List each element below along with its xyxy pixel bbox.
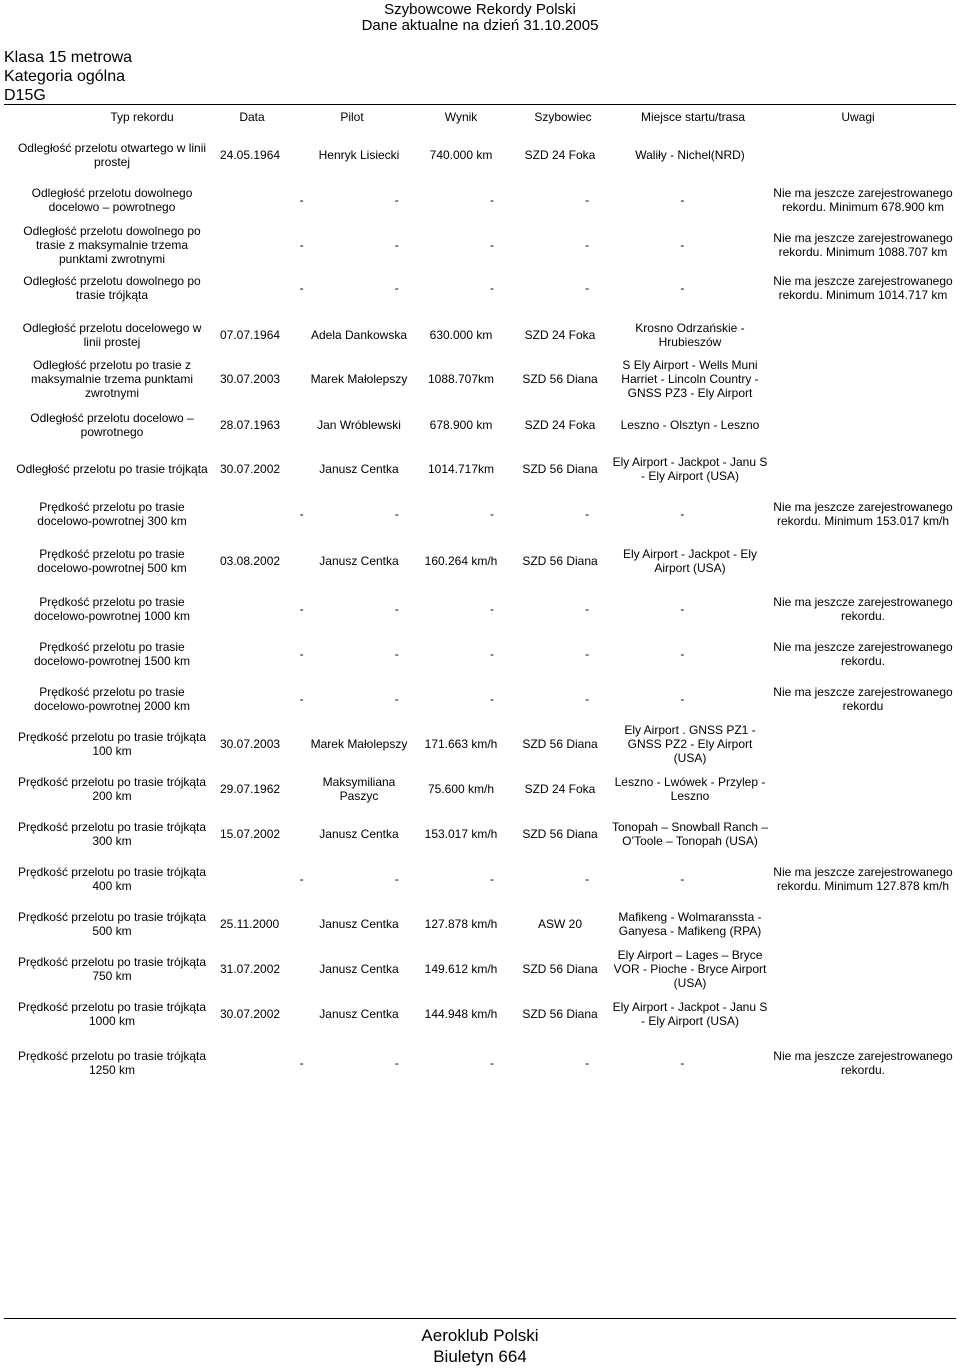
table-row [0,589,960,629]
record-type: Prędkość przelotu po trasie docelowo-powrotnej 500 km [37,547,187,575]
class-info [4,48,132,105]
dash-placeholder: - [680,692,685,706]
record-glider: SZD 56 Diana [522,554,598,568]
dash-placeholder: - [585,647,590,661]
class-code: D15G [4,87,46,104]
table-row [0,180,960,220]
no-record-dashes [214,679,770,719]
record-glider: ASW 20 [537,917,582,931]
footer-rule [4,1318,956,1319]
record-remarks: Nie ma jeszcze zarejestrowanego rekordu. Minimum 153.017 km/h [773,500,953,528]
dash-placeholder: - [299,238,304,252]
record-result: 149.612 km/h [424,962,498,976]
no-record-dashes [214,589,770,629]
table-row [0,1041,960,1085]
dash-placeholder: - [680,193,685,207]
dash-placeholder: - [394,193,399,207]
table-row [0,994,960,1034]
record-route: Mafikeng - Wolmaranssta - Ganyesa - Mafikeng (RPA) [618,910,762,938]
table-row [0,859,960,899]
record-date: 24.05.1964 [220,148,281,162]
record-type: Prędkość przelotu po trasie trójkąta 750 km [17,955,207,983]
record-result: 160.264 km/h [424,554,498,568]
col-header-wynik: Wynik [444,110,478,124]
record-date: 30.07.2003 [220,737,281,751]
record-type: Prędkość przelotu po trasie docelowo-powrotnej 2000 km [33,685,191,713]
record-date: 03.08.2002 [220,554,281,568]
record-result: 740.000 km [429,148,493,162]
dash-placeholder: - [299,281,304,295]
dash-placeholder: - [680,872,685,886]
record-date: 07.07.1964 [220,328,281,342]
record-type: Odległość przelotu dowolnego docelowo – powrotnego [31,186,193,214]
dash-placeholder: - [489,1056,494,1070]
record-type: Prędkość przelotu po trasie docelowo-powrotnej 1000 km [33,595,191,623]
no-record-dashes [214,1041,770,1085]
record-date: 15.07.2002 [220,827,281,841]
record-type: Odległość przelotu docelowego w linii prostej [22,321,202,349]
table-row [0,450,960,488]
record-glider: SZD 24 Foka [524,418,596,432]
col-header-uwagi: Uwagi [841,110,875,124]
record-glider: SZD 24 Foka [524,782,596,796]
table-row [0,949,960,989]
record-remarks: Nie ma jeszcze zarejestrowanego rekordu. Minimum 127.878 km/h [773,865,953,893]
footer-publisher: Aeroklub Polski [421,1326,539,1345]
dash-placeholder: - [680,281,685,295]
dash-placeholder: - [299,647,304,661]
record-type: Prędkość przelotu po trasie trójkąta 1250 km [17,1049,207,1077]
record-result: 1014.717km [427,462,495,476]
table-row [0,814,960,854]
record-result: 678.900 km [429,418,493,432]
dash-placeholder: - [394,692,399,706]
table-row [0,679,960,719]
record-pilot: Janusz Centka [319,917,399,931]
record-route: Leszno - Olsztyn - Leszno [620,418,760,432]
dash-placeholder: - [585,1056,590,1070]
table-row [0,355,960,403]
dash-placeholder: - [299,692,304,706]
record-glider: SZD 56 Diana [522,827,598,841]
dash-placeholder: - [585,193,590,207]
record-route: Ely Airport - Jackpot - Ely Airport (USA) [622,547,758,575]
record-type: Odległość przelotu dowolnego po trasie z maksymalnie trzema punktami zwrotnymi [23,224,201,266]
col-header-data: Data [239,110,265,124]
record-type: Odległość przelotu otwartego w linii prostej [17,141,207,169]
record-glider: SZD 56 Diana [522,462,598,476]
record-glider: SZD 56 Diana [522,372,598,386]
record-route: Waliły - Nichel(NRD) [635,148,745,162]
table-row [0,724,960,764]
dash-placeholder: - [489,872,494,886]
record-type: Prędkość przelotu po trasie trójkąta 300 km [17,820,207,848]
dash-placeholder: - [585,872,590,886]
dash-placeholder: - [585,602,590,616]
record-date: 28.07.1963 [220,418,281,432]
record-route: Ely Airport - Jackpot - Janu S - Ely Airport (USA) [612,455,768,483]
no-record-dashes [214,634,770,674]
record-pilot: Janusz Centka [319,554,399,568]
record-type: Odległość przelotu po trasie z maksymalnie trzema punktami zwrotnymi [30,358,194,400]
dash-placeholder: - [394,872,399,886]
table-row [0,492,960,536]
footer-issue: Biuletyn 664 [433,1347,527,1366]
record-route: Ely Airport . GNSS PZ1 - GNSS PZ2 - Ely Airport (USA) [624,723,756,765]
col-header-pilot: Pilot [340,110,364,124]
record-glider: SZD 56 Diana [522,1007,598,1021]
col-header-trasa: Miejsce startu/trasa [640,110,746,124]
record-glider: SZD 56 Diana [522,737,598,751]
dash-placeholder: - [299,872,304,886]
document-date: Dane aktualne na dzień 31.10.2005 [361,17,599,34]
dash-placeholder: - [299,1056,304,1070]
record-remarks: Nie ma jeszcze zarejestrowanego rekordu. Minimum 1088.707 km [773,231,953,259]
dash-placeholder: - [585,692,590,706]
col-header-typ: Typ rekordu [110,110,174,124]
record-type: Odległość przelotu dowolnego po trasie trójkąta [23,274,201,302]
table-row [0,268,960,308]
record-route: Tonopah – Snowball Ranch – O’Toole – Tonopah (USA) [611,820,769,848]
header-rule [4,104,956,105]
dash-placeholder: - [680,1056,685,1070]
table-row [0,222,960,268]
record-result: 630.000 km [429,328,493,342]
record-pilot: Janusz Centka [319,1007,399,1021]
record-date: 25.11.2000 [220,917,280,931]
record-type: Prędkość przelotu po trasie trójkąta 100 km [17,730,207,758]
record-type: Prędkość przelotu po trasie trójkąta 1000 km [17,1000,207,1028]
record-pilot: Marek Małolepszy [310,737,408,751]
record-date: 31.07.2002 [220,962,281,976]
dash-placeholder: - [394,602,399,616]
record-glider: SZD 56 Diana [522,962,598,976]
record-result: 153.017 km/h [424,827,498,841]
class-name: Klasa 15 metrowa [4,49,133,66]
record-remarks: Nie ma jeszcze zarejestrowanego rekordu. Minimum 678.900 km [773,186,953,214]
record-type: Prędkość przelotu po trasie docelowo-powrotnej 300 km [37,500,187,528]
dash-placeholder: - [680,647,685,661]
record-result: 171.663 km/h [424,737,498,751]
record-type: Prędkość przelotu po trasie trójkąta 400 km [17,865,207,893]
dash-placeholder: - [299,602,304,616]
dash-placeholder: - [680,602,685,616]
dash-placeholder: - [394,1056,399,1070]
dash-placeholder: - [394,647,399,661]
dash-placeholder: - [394,507,399,521]
dash-placeholder: - [299,193,304,207]
document-title: Szybowcowe Rekordy Polski [384,1,576,18]
no-record-dashes [214,222,770,268]
dash-placeholder: - [585,507,590,521]
record-result: 1088.707km [427,372,495,386]
record-pilot: Henryk Lisiecki [318,148,400,162]
record-type: Odległość przelotu po trasie trójkąta [16,462,208,476]
record-type: Prędkość przelotu po trasie trójkąta 200 km [17,775,207,803]
dash-placeholder: - [585,238,590,252]
record-pilot: Janusz Centka [319,462,399,476]
dash-placeholder: - [585,281,590,295]
record-remarks: Nie ma jeszcze zarejestrowanego rekordu [773,685,953,713]
record-route: Krosno Odrzańskie - Hrubieszów [635,321,745,349]
record-remarks: Nie ma jeszcze zarejestrowanego rekordu. Minimum 1014.717 km [773,274,953,302]
record-pilot: Jan Wróblewski [317,418,401,432]
no-record-dashes [214,859,770,899]
no-record-dashes [214,492,770,536]
record-route: Ely Airport – Lages – Bryce VOR - Pioche - Bryce Airport (USA) [613,948,767,990]
record-glider: SZD 24 Foka [524,148,596,162]
record-remarks: Nie ma jeszcze zarejestrowanego rekordu. [773,640,953,668]
record-date: 30.07.2002 [220,462,281,476]
record-type: Prędkość przelotu po trasie docelowo-powrotnej 1500 km [33,640,191,668]
record-remarks: Nie ma jeszcze zarejestrowanego rekordu. [773,1049,953,1077]
record-date: 30.07.2003 [220,372,281,386]
no-record-dashes [214,180,770,220]
record-type: Odległość przelotu docelowo – powrotnego [30,411,194,439]
record-pilot: Janusz Centka [319,827,399,841]
table-row [0,769,960,809]
table-row [0,904,960,944]
table-row [0,634,960,674]
record-pilot: Janusz Centka [319,962,399,976]
table-row [0,315,960,355]
no-record-dashes [214,268,770,308]
dash-placeholder: - [489,602,494,616]
record-route: Ely Airport - Jackpot - Janu S - Ely Airport (USA) [612,1000,768,1028]
dash-placeholder: - [489,281,494,295]
dash-placeholder: - [489,692,494,706]
dash-placeholder: - [489,193,494,207]
record-pilot: Adela Dankowska [310,328,408,342]
record-result: 144.948 km/h [424,1007,498,1021]
dash-placeholder: - [680,238,685,252]
record-date: 30.07.2002 [220,1007,281,1021]
dash-placeholder: - [394,281,399,295]
record-date: 29.07.1962 [220,782,281,796]
dash-placeholder: - [489,647,494,661]
table-row [0,137,960,173]
dash-placeholder: - [299,507,304,521]
record-route: Leszno - Lwówek - Przylep - Leszno [614,775,766,803]
record-remarks: Nie ma jeszcze zarejestrowanego rekordu. [773,595,953,623]
category-name: Kategoria ogólna [4,68,125,85]
table-row [0,405,960,445]
record-result: 127.878 km/h [424,917,498,931]
record-pilot: Maksymiliana Paszyc [322,775,396,803]
dash-placeholder: - [394,238,399,252]
table-row [0,539,960,583]
record-glider: SZD 24 Foka [524,328,596,342]
record-type: Prędkość przelotu po trasie trójkąta 500 km [17,910,207,938]
dash-placeholder: - [489,238,494,252]
record-pilot: Marek Małolepszy [310,372,408,386]
dash-placeholder: - [680,507,685,521]
record-result: 75.600 km/h [427,782,495,796]
col-header-szybowiec: Szybowiec [534,110,592,124]
dash-placeholder: - [489,507,494,521]
record-route: S Ely Airport - Wells Muni Harriet - Lincoln Country - GNSS PZ3 - Ely Airport [621,358,759,400]
